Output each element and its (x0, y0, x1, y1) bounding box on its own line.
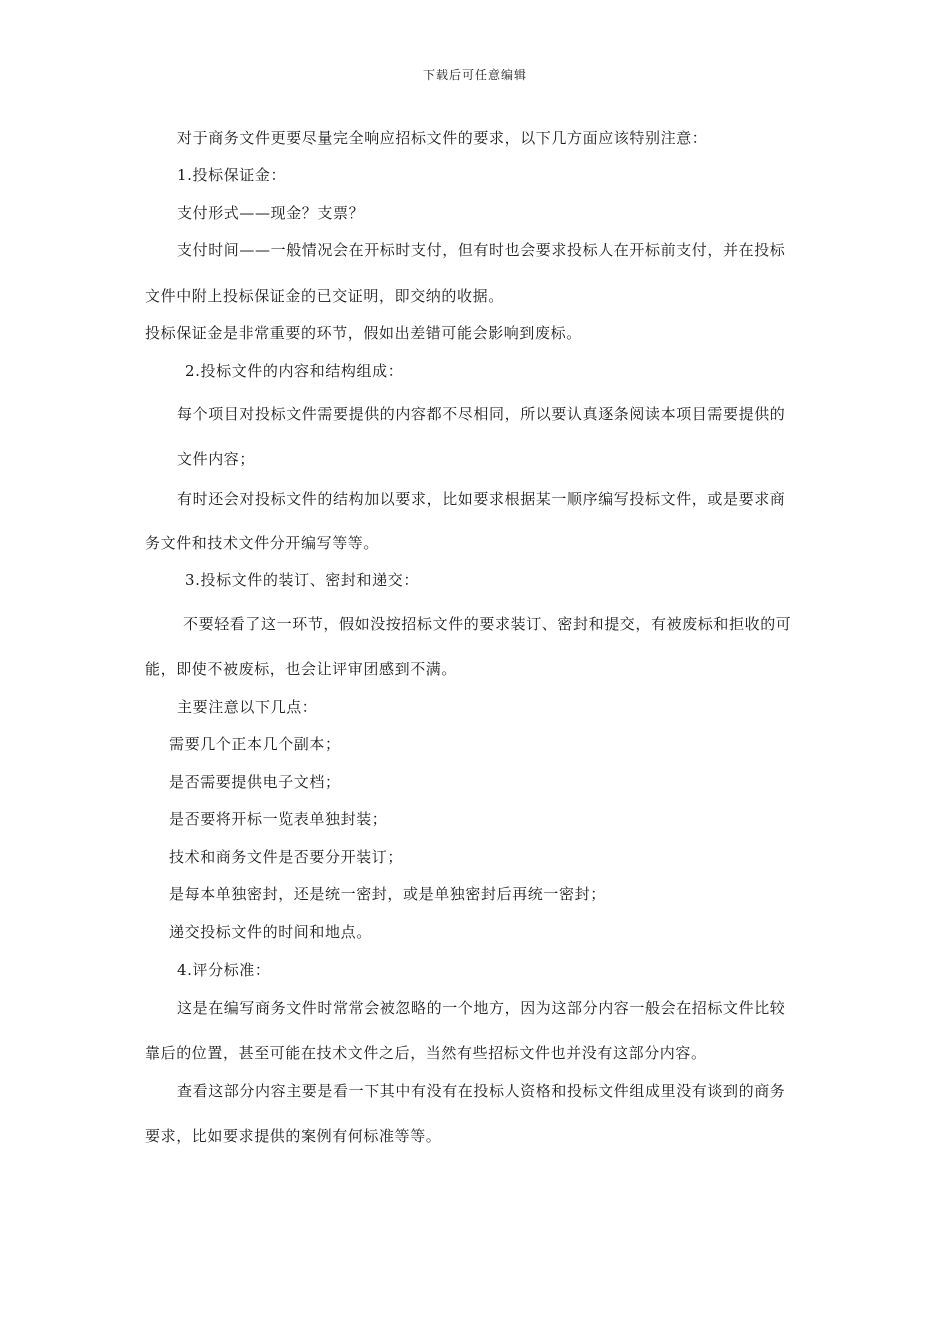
paragraph-line: 靠后的位置，甚至可能在技术文件之后，当然有些招标文件也并没有这部分内容。 (145, 1044, 707, 1062)
paragraph-line: 主要注意以下几点： (177, 698, 318, 716)
paragraph-line: 对于商务文件更要尽量完全响应招标文件的要求，以下几方面应该特别注意： (177, 129, 708, 147)
paragraph-line: 要求，比如要求提供的案例有何标准等等。 (145, 1127, 442, 1145)
paragraph-line: 能，即使不被废标，也会让评审团感到不满。 (145, 660, 458, 678)
section-heading-binding: 3.投标文件的装订、密封和递交： (185, 571, 419, 589)
list-item: 需要几个正本几个副本； (169, 735, 341, 753)
paragraph-line: 不要轻看了这一环节，假如没按招标文件的要求装订、密封和提交，有被废标和拒收的可 (183, 615, 792, 633)
list-item: 递交投标文件的时间和地点。 (169, 923, 372, 941)
section-heading-scoring: 4.评分标准： (177, 961, 271, 979)
list-item: 是每本单独密封，还是统一密封，或是单独密封后再统一密封； (169, 885, 606, 903)
paragraph-line: 文件内容； (177, 450, 256, 468)
paragraph-line: 这是在编写商务文件时常常会被忽略的一个地方，因为这部分内容一般会在招标文件比较 (177, 999, 786, 1017)
page-header: 下载后可任意编辑 (422, 68, 527, 82)
section-heading-deposit: 1.投标保证金： (177, 166, 287, 184)
list-item: 是否需要提供电子文档； (169, 773, 341, 791)
section-heading-content: 2.投标文件的内容和结构组成： (185, 362, 404, 380)
paragraph-line: 每个项目对投标文件需要提供的内容都不尽相同，所以要认真逐条阅读本项目需要提供的 (177, 405, 786, 423)
paragraph-line: 查看这部分内容主要是看一下其中有没有在投标人资格和投标文件组成里没有谈到的商务 (177, 1082, 786, 1100)
list-item: 是否要将开标一览表单独封装； (169, 810, 388, 828)
paragraph-line: 有时还会对投标文件的结构加以要求，比如要求根据某一顺序编写投标文件，或是要求商 (177, 490, 786, 508)
paragraph-line: 务文件和技术文件分开编写等等。 (145, 534, 380, 552)
paragraph-line: 支付形式——现金？支票？ (177, 204, 365, 222)
paragraph-line: 投标保证金是非常重要的环节，假如出差错可能会影响到废标。 (145, 324, 582, 342)
paragraph-line: 支付时间——一般情况会在开标时支付，但有时也会要求投标人在开标前支付，并在投标 (177, 241, 786, 259)
list-item: 技术和商务文件是否要分开装订； (169, 848, 404, 866)
paragraph-line: 文件中附上投标保证金的已交证明，即交纳的收据。 (145, 287, 504, 305)
